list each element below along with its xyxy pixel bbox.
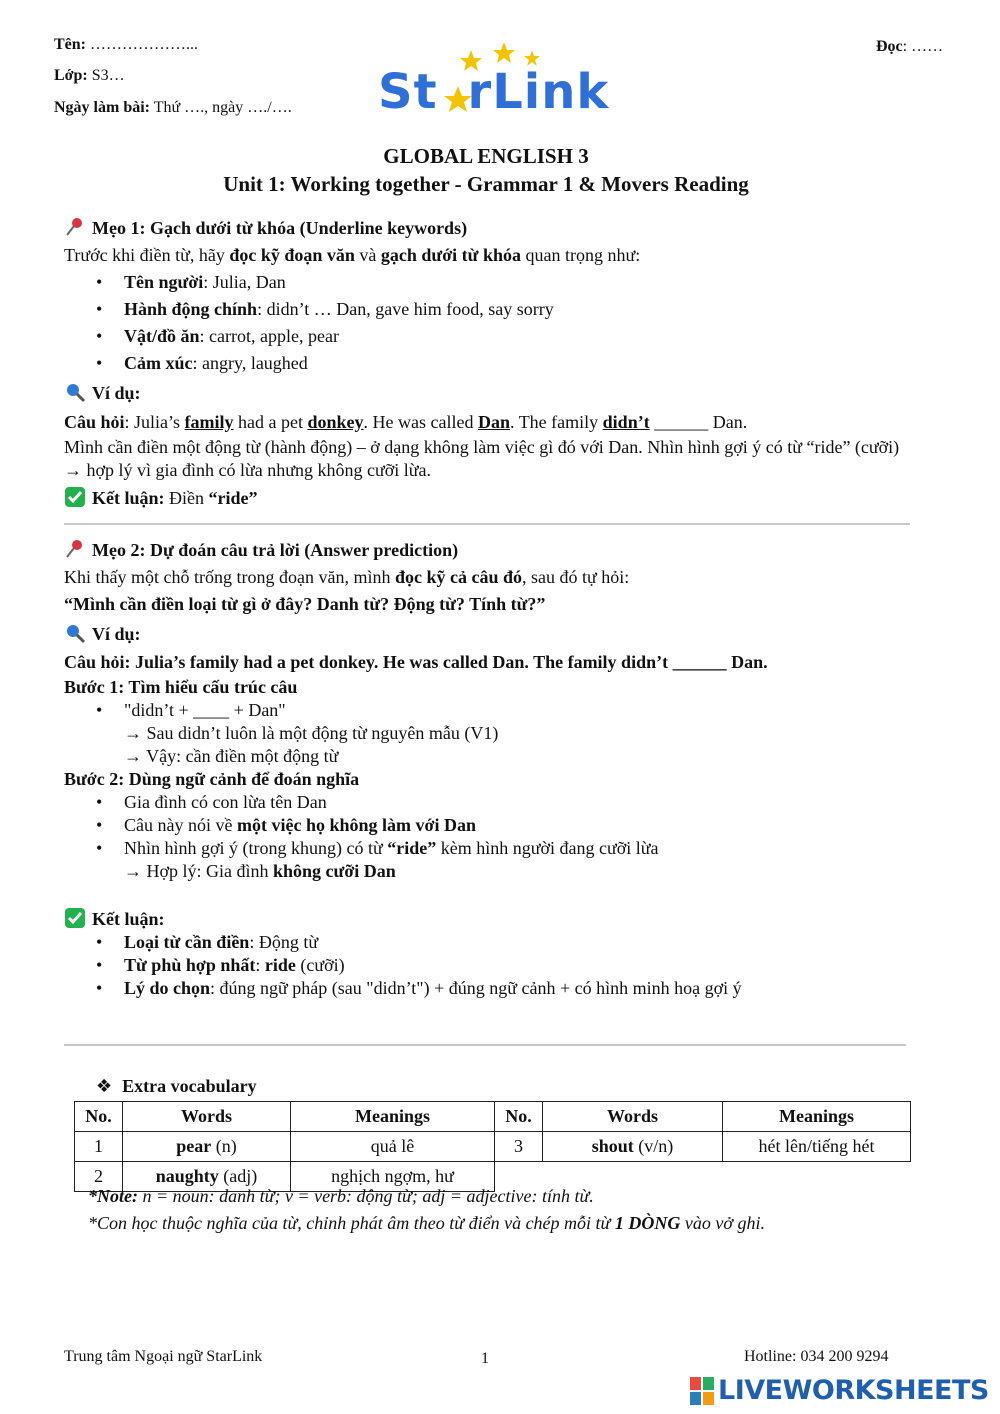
list-item: → Hợp lý: Gia đình không cưỡi Dan	[124, 861, 396, 881]
step1-heading: Bước 1: Tìm hiểu cấu trúc câu	[64, 677, 298, 697]
list-item: • Gia đình có con lừa tên Dan	[96, 792, 327, 812]
tip1-heading-row	[64, 216, 944, 240]
tip2-question: “Mình cần điền loại từ gì ở đây? Danh từ? Động từ? Tính từ?”	[64, 594, 546, 614]
tip1-heading: Mẹo 1: Gạch dưới từ khóa (Underline keywords)	[92, 218, 468, 238]
step2-heading: Bước 2: Dùng ngữ cảnh để đoán nghĩa	[64, 769, 360, 789]
list-item: • Cảm xúc: angry, laughed	[96, 353, 308, 373]
class-line	[54, 67, 125, 85]
step1-list	[96, 699, 944, 768]
step2-list	[96, 791, 944, 883]
list-item: → Vậy: cần điền một động từ	[124, 746, 339, 766]
class-label: Lớp:	[54, 67, 88, 84]
table-row: 2 naughty (adj) nghịch ngợm, hư	[75, 1162, 911, 1192]
page-number: 1	[481, 1350, 489, 1367]
read-value: : ……	[902, 38, 944, 55]
tip2-example-row: Ví dụ:	[64, 622, 944, 646]
date-label: Ngày làm bài:	[54, 99, 150, 116]
note-line: *Note: n = noun: danh từ; v = verb: động từ; adj = adjective: tính từ.	[88, 1186, 594, 1206]
hotline: Hotline: 034 200 9294	[744, 1348, 889, 1365]
magnifier-icon	[64, 622, 86, 644]
tip2-heading-row: Mẹo 2: Dự đoán câu trả lời (Answer prediction)	[64, 538, 944, 562]
divider	[64, 523, 910, 525]
tip1-question: Câu hỏi: Julia’s family had a pet donkey. He was called Dan. The family didn’t ______ Dan.	[64, 412, 748, 432]
tip1-conclusion: Kết luận: Điền “ride”	[64, 486, 944, 510]
list-item: • "didn’t + ____ + Dan"	[96, 700, 286, 720]
list-item: • Lý do chọn: đúng ngữ pháp (sau "didn’t") + đúng ngữ cảnh + có hình minh hoạ gợi ý	[96, 978, 742, 998]
liveworksheets-brand: LIVEWORKSHEETS	[690, 1375, 990, 1409]
diamond-bullet-icon: ❖	[96, 1076, 113, 1097]
class-value: S3…	[91, 67, 125, 84]
tip2-conclusion-row: Kết luận:	[64, 907, 944, 931]
logo-text: St rLink	[378, 64, 610, 120]
footer-center-name: Trung tâm Ngoại ngữ StarLink	[64, 1348, 263, 1365]
conclusion-list	[96, 931, 944, 1000]
star-icon	[493, 42, 515, 63]
list-item: • Nhìn hình gợi ý (trong khung) có từ “ride” kèm hình người đang cưỡi lừa	[96, 838, 659, 858]
vocab-table	[74, 1101, 911, 1192]
name-value: ………………...	[90, 36, 198, 53]
pin-icon	[64, 216, 86, 238]
tip2-section	[64, 538, 944, 1000]
tip2-q-line: Câu hỏi: Julia’s family had a pet donkey. He was called Dan. The family didn’t ______ Dan.	[64, 652, 768, 672]
list-item: • Từ phù hợp nhất: ride (cưỡi)	[96, 955, 345, 975]
list-item: • Tên người: Julia, Dan	[96, 272, 286, 292]
list-item: • Loại từ cần điền: Động từ	[96, 932, 319, 952]
read-label: Đọc	[876, 38, 903, 55]
name-line	[54, 36, 198, 54]
list-item: • Câu này nói về một việc họ không làm với Dan	[96, 815, 476, 835]
list-item: • Hành động chính: didn’t … Dan, gave him food, say sorry	[96, 299, 554, 319]
table-header-row: No. Words Meanings No. Words Meanings	[75, 1102, 911, 1132]
pin-icon	[64, 538, 86, 560]
date-line	[54, 99, 292, 117]
tip1-intro: Trước khi điền từ, hãy đọc kỹ đoạn văn và gạch dưới từ khóa quan trọng như:	[64, 245, 641, 265]
read-line	[876, 38, 943, 56]
tip1-explain: Mình cần điền một động từ (hành động) – ở dạng không làm việc gì đó với Dan. Nhìn hình gợi ý có từ “ride” (cưỡi) → hợp lý vì gia đình có lừa nhưng không cưỡi lừa.	[64, 437, 900, 480]
table-row: 1 pear (n) quả lê 3 shout (v/n) hét lên/tiếng hét	[75, 1132, 911, 1162]
title-line2: Unit 1: Working together - Grammar 1 & Movers Reading	[223, 172, 749, 196]
list-item: • Vật/đồ ăn: carrot, apple, pear	[96, 326, 339, 346]
divider	[64, 1044, 906, 1046]
tip2-intro: Khi thấy một chỗ trống trong đoạn văn, mình đọc kỹ cả câu đó, sau đó tự hỏi:	[64, 567, 630, 587]
title-line1: GLOBAL ENGLISH 3	[383, 144, 589, 168]
date-value: Thứ …., ngày …./….	[153, 99, 292, 116]
name-label: Tên:	[54, 36, 86, 53]
vocab-heading-row: ❖ Extra vocabulary	[96, 1076, 257, 1097]
magnifier-icon	[64, 381, 86, 403]
tip1-list	[96, 271, 944, 375]
note-line-2: *Con học thuộc nghĩa của từ, chỉnh phát âm theo từ điển và chép mỗi từ 1 DÒNG vào vở ghi.	[88, 1213, 765, 1233]
tip1-section	[64, 216, 944, 510]
list-item: → Sau didn’t luôn là một động từ nguyên mẫu (V1)	[124, 723, 499, 743]
starlink-logo	[376, 42, 626, 122]
tip1-example-row: Ví dụ:	[64, 381, 944, 405]
check-icon	[64, 486, 86, 508]
liveworksheets-logo-icon	[690, 1377, 714, 1405]
check-icon	[64, 907, 86, 929]
